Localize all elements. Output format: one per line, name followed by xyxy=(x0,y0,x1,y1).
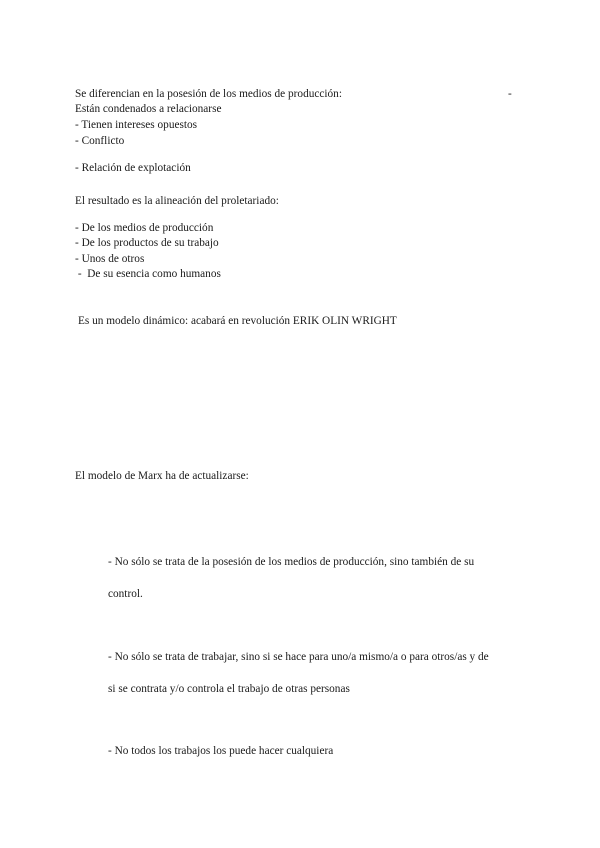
section4-heading: El modelo de Marx ha de actualizarse: xyxy=(75,470,249,482)
section1-subheading: Están condenados a relacionarse xyxy=(75,103,222,115)
section2-item-products: - De los productos de su trabajo xyxy=(75,237,219,249)
section4-point3-line1: - No todos los trabajos los puede hacer cualquiera xyxy=(108,745,334,757)
section4-point2-line2: si se contrata y/o controla el trabajo de otras personas xyxy=(108,683,350,695)
section1-item-interests: - Tienen intereses opuestos xyxy=(75,119,198,131)
section4-point2-line1: - No sólo se trata de trabajar, sino si se hace para uno/a mismo/a o para otros/as y de xyxy=(108,651,489,663)
section1-item-conflict: - Conflicto xyxy=(75,135,125,147)
section2-item-means: - De los medios de producción xyxy=(75,222,214,234)
section1-item-exploitation: - Relación de explotación xyxy=(75,162,191,174)
section4-point1-line1: - No sólo se trata de la posesión de los medios de producción, sino también de su xyxy=(108,556,475,568)
section1-heading: Se diferencian en la posesión de los medios de producción: xyxy=(75,88,342,100)
section4-point1-line2: control. xyxy=(108,588,143,600)
section2-heading: El resultado es la alineación del proletariado: xyxy=(75,195,279,207)
section3-statement: Es un modelo dinámico: acabará en revolución ERIK OLIN WRIGHT xyxy=(78,315,397,327)
section2-item-essence: - De su esencia como humanos xyxy=(75,268,221,280)
section2-item-others: - Unos de otros xyxy=(75,253,145,265)
section1-trailing-dash: - xyxy=(508,88,512,100)
